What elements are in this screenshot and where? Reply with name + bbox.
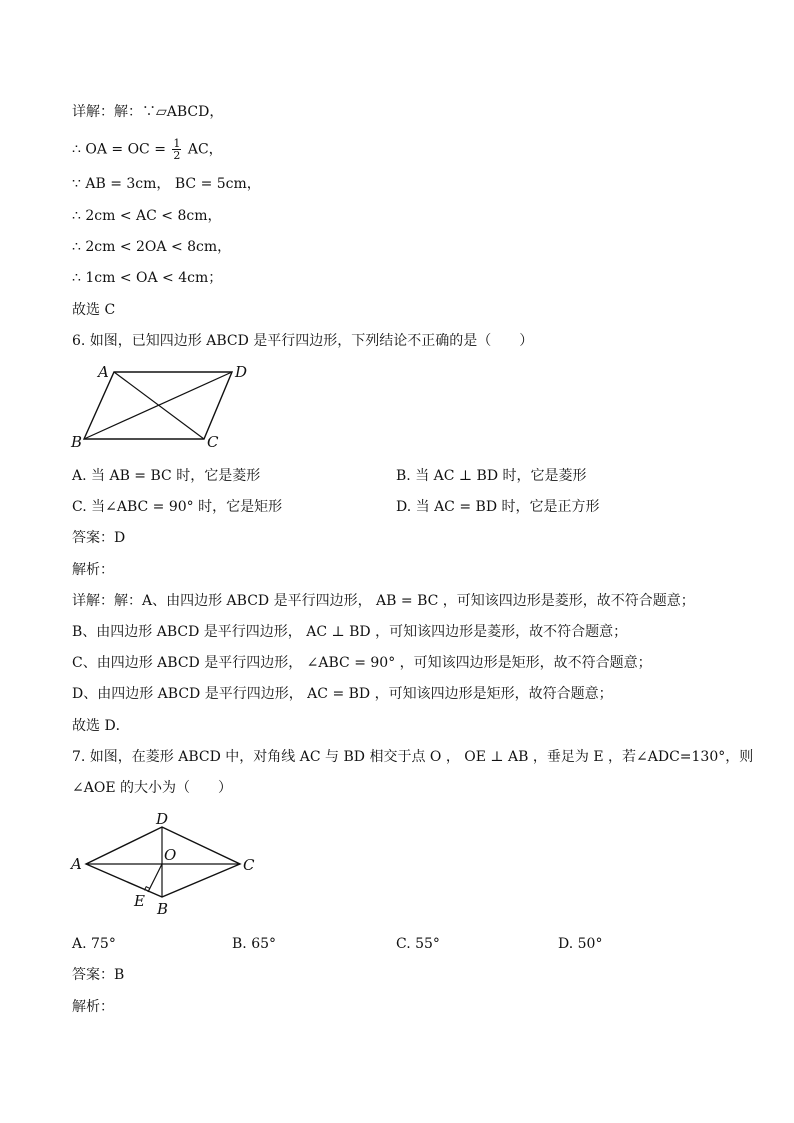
q6-detail-4: D、由四边形 ABCD 是平行四边形， AC = BD ，可知该四边形是矩形，故符合题意； — [72, 686, 613, 702]
q6-analysis-heading: 解析： — [72, 562, 114, 578]
vertex-label-c: C — [207, 433, 219, 451]
diagonal-bd — [84, 372, 232, 439]
q7-analysis-heading: 解析： — [72, 999, 114, 1015]
q6-parallelogram-figure — [64, 360, 264, 454]
solution-line-3: ∵ AB = 3cm， BC = 5cm， — [72, 176, 261, 192]
q7-answer: 答案：B — [72, 967, 125, 983]
q6-stem: 6. 如图，已知四边形 ABCD 是平行四边形，下列结论不正确的是（ ） — [72, 333, 534, 349]
solution-line-2-rhs: AC， — [187, 141, 223, 158]
vertex-label-c: C — [243, 856, 255, 874]
segment-oe — [148, 864, 162, 892]
vertex-label-b: B — [157, 900, 169, 918]
q6-choose: 故选 D． — [72, 718, 130, 734]
solution-line-4: ∴ 2cm < AC < 8cm， — [72, 208, 222, 224]
q7-rhombus-figure — [64, 808, 264, 920]
point-label-e: E — [134, 892, 145, 910]
q7-option-c: C. 55° — [396, 936, 440, 952]
q7-stem-line-1: 7. 如图，在菱形 ABCD 中，对角线 AC 与 BD 相交于点 O ， OE ⊥ AB ，垂足为 E ，若∠ADC=130°，则 — [72, 749, 754, 765]
point-label-o: O — [164, 846, 177, 864]
fraction-numerator: 1 — [173, 137, 181, 150]
vertex-label-a: A — [98, 363, 109, 381]
solution-line-2-lhs: ∴ OA = OC = — [72, 141, 166, 158]
q7-stem-line-2: ∠AOE 的大小为（ ） — [72, 780, 232, 796]
solution-line-2 — [72, 137, 223, 162]
q6-option-c: C. 当∠ABC = 90° 时，它是矩形 — [72, 499, 283, 515]
vertex-label-b: B — [71, 433, 83, 451]
q6-detail-1: 详解：解：A、由四边形 ABCD 是平行四边形， AB = BC ，可知该四边形是菱形，故不符合题意； — [72, 593, 695, 609]
solution-line-5: ∴ 2cm < 2OA < 8cm， — [72, 239, 232, 255]
fraction-one-half — [172, 138, 181, 161]
solution-choose: 故选 C — [72, 302, 116, 318]
rhombus-outline — [86, 827, 240, 897]
q6-option-d: D. 当 AC = BD 时，它是正方形 — [396, 499, 600, 515]
q6-option-a: A. 当 AB = BC 时，它是菱形 — [72, 468, 261, 484]
vertex-label-a: A — [71, 855, 82, 873]
q7-option-b: B. 65° — [232, 936, 277, 952]
q7-option-d: D. 50° — [558, 936, 603, 952]
q6-detail-2: B、由四边形 ABCD 是平行四边形， AC ⊥ BD ，可知该四边形是菱形，故不符合题意； — [72, 624, 628, 640]
solution-line-6: ∴ 1cm < OA < 4cm； — [72, 270, 223, 286]
q6-answer: 答案：D — [72, 530, 126, 546]
vertex-label-d: D — [156, 810, 169, 828]
solution-line-1: 详解：解：∵▱ABCD， — [72, 104, 224, 120]
q6-detail-3: C、由四边形 ABCD 是平行四边形， ∠ABC = 90° ，可知该四边形是矩形，故不符合题意； — [72, 655, 652, 671]
fraction-denominator: 2 — [173, 149, 181, 162]
q6-option-b: B. 当 AC ⊥ BD 时，它是菱形 — [396, 468, 587, 484]
vertex-label-d: D — [235, 363, 248, 381]
q7-option-a: A. 75° — [72, 936, 116, 952]
